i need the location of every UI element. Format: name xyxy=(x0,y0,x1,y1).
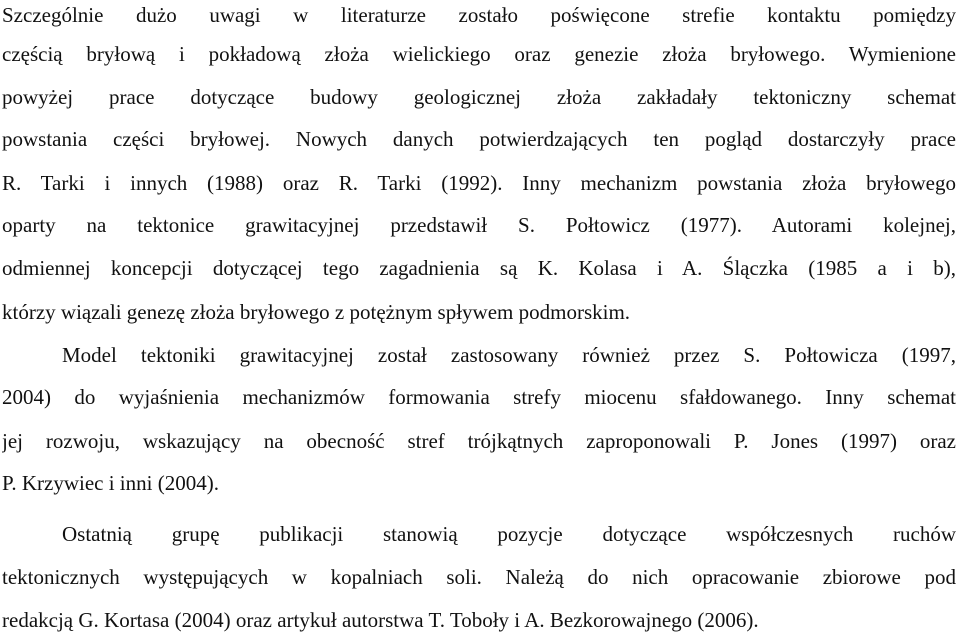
text-line: częścią bryłową i pokładową złoża wielickiego oraz genezie złoża bryłowego. Wymienione xyxy=(2,42,956,66)
text-line: oparty na tektonice grawitacyjnej przedstawił S. Połtowicz (1977). Autorami kolejnej, xyxy=(2,213,956,237)
text-line: 2004) do wyjaśnienia mechanizmów formowania strefy miocenu sfałdowanego. Inny schemat xyxy=(2,385,956,409)
text-line: którzy wiązali genezę złoża bryłowego z potężnym spływem podmorskim. xyxy=(2,300,631,324)
text-line: redakcją G. Kortasa (2004) oraz artykuł autorstwa T. Toboły i A. Bezkorowajnego (2006). xyxy=(2,608,759,632)
text-line: tektonicznych występujących w kopalniach soli. Należą do nich opracowanie zbiorowe pod xyxy=(2,565,956,589)
text-line: Ostatnią grupę publikacji stanowią pozycje dotyczące współczesnych ruchów xyxy=(62,522,956,546)
text-line: R. Tarki i innych (1988) oraz R. Tarki (1992). Inny mechanizm powstania złoża bryłowego xyxy=(2,171,956,195)
text-line: Model tektoniki grawitacyjnej został zastosowany również przez S. Połtowicza (1997, xyxy=(62,343,956,367)
text-line: P. Krzywiec i inni (2004). xyxy=(2,471,219,495)
text-line: Szczególnie dużo uwagi w literaturze zostało poświęcone strefie kontaktu pomiędzy xyxy=(2,3,956,27)
text-line: powstania części bryłowej. Nowych danych potwierdzających ten pogląd dostarczyły prace xyxy=(2,127,956,151)
text-line: odmiennej koncepcji dotyczącej tego zagadnienia są K. Kolasa i A. Ślączka (1985 a i b), xyxy=(2,256,956,280)
text-line: jej rozwoju, wskazujący na obecność stref trójkątnych zaproponowali P. Jones (1997) oraz xyxy=(2,429,956,453)
text-line: powyżej prace dotyczące budowy geologicznej złoża zakładały tektoniczny schemat xyxy=(2,85,956,109)
